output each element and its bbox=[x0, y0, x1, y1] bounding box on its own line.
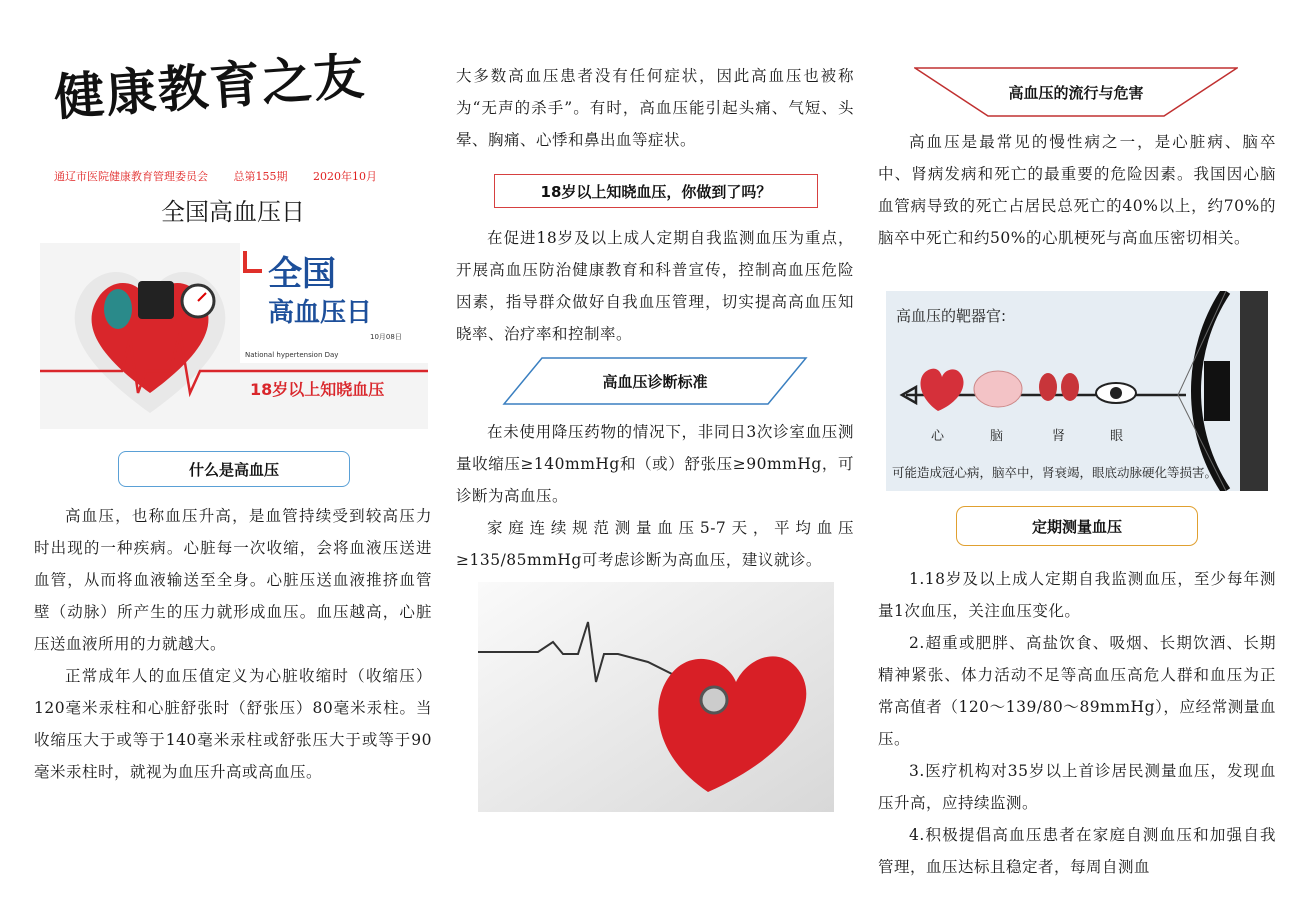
heart-ecg-photo bbox=[478, 582, 834, 812]
list-item: 3.医疗机构对35岁以上首诊居民测量血压，发现血压升高，应持续监测。 bbox=[878, 762, 1276, 812]
section-diagnosis-body bbox=[456, 416, 854, 576]
section-harm-body bbox=[878, 126, 1276, 254]
banner-line2: 高血压日 bbox=[268, 298, 373, 328]
section-measure-body bbox=[878, 563, 1276, 883]
paragraph: 家庭连续规范测量血压5-7天，平均血压≥135/85mmHg可考虑诊断为高血压，建议就诊。 bbox=[456, 519, 854, 569]
target-organs-image bbox=[886, 291, 1268, 491]
target-caption: 可能造成冠心病，脑卒中，肾衰竭，眼底动脉硬化等损害。 bbox=[892, 465, 1218, 480]
page-title: 全国高血压日 bbox=[161, 198, 305, 226]
list-item: 4.积极提倡高血压患者在家庭自测血压和加强自我管理，血压达标且稳定者，每周自测血 bbox=[878, 826, 1276, 876]
section-title-know: 18岁以上知晓血压，你做到了吗？ bbox=[494, 174, 818, 208]
section-what-body bbox=[34, 500, 432, 788]
section-title-what: 什么是高血压 bbox=[118, 451, 350, 487]
section-title-diagnosis: 高血压诊断标准 bbox=[602, 372, 708, 391]
masthead-title: 健康教育之友 bbox=[52, 46, 368, 127]
issue-line bbox=[54, 168, 434, 184]
organ-heart-label: 心 bbox=[931, 429, 945, 444]
organ-brain-label: 脑 bbox=[990, 429, 1004, 444]
paragraph: 大多数高血压患者没有任何症状，因此高血压也被称为“无声的杀手”。有时，高血压能引起头痛、气短、头晕、胸痛、心悸和鼻出血等症状。 bbox=[456, 67, 854, 149]
banner-slogan: 18岁以上知晓血压 bbox=[250, 380, 385, 399]
paragraph: 高血压，也称血压升高，是血管持续受到较高压力时出现的一种疾病。心脏每一次收缩，会将血液压送进血管，从而将血液输送至全身。心脏压送血液推挤血管壁（动脉）所产生的压力就形成血压。血压越高，心脏压送血液所用的力就越大。 bbox=[34, 507, 432, 653]
paragraph: 在促进18岁及以上成人定期自我监测血压为重点，开展高血压防治健康教育和科普宣传，控制高血压危险因素，指导群众做好自我血压管理，切实提高高血压知晓率、治疗率和控制率。 bbox=[456, 229, 854, 343]
list-item: 2.超重或肥胖、高盐饮食、吸烟、长期饮酒、长期精神紧张、体力活动不足等高血压高危人群和血压为正常高值者（120～139/80～89mmHg），应经常测量血压。 bbox=[878, 634, 1276, 748]
target-heading: 高血压的靶器官: bbox=[896, 307, 1007, 325]
list-item: 1.18岁及以上成人定期自我监测血压，至少每年测量1次血压，关注血压变化。 bbox=[878, 570, 1276, 620]
issue-number: 总第155期 bbox=[233, 170, 288, 183]
organ-kidney-label: 肾 bbox=[1052, 429, 1066, 444]
paragraph: 高血压是最常见的慢性病之一，是心脏病、脑卒中、肾病发病和死亡的最重要的危险因素。我国因心脑血管病导致的死亡占居民总死亡的40%以上，约70%的脑卒中死亡和约50%的心肌梗死与高血压密切相关。 bbox=[878, 133, 1276, 247]
banner-english: National hypertension Day bbox=[245, 351, 339, 359]
paragraph: 正常成年人的血压值定义为心脏收缩时（收缩压）120毫米汞柱和心脏舒张时（舒张压）80毫米汞柱。当收缩压大于或等于140毫米汞柱或舒张压大于或等于90毫米汞柱时，就视为血压升高或高血压。 bbox=[34, 667, 432, 781]
issue-org: 通辽市医院健康教育管理委员会 bbox=[54, 170, 208, 183]
banner-line1: 全国 bbox=[268, 254, 336, 294]
section-title-measure: 定期测量血压 bbox=[956, 506, 1198, 546]
section-title-harm-frame bbox=[914, 67, 1238, 117]
banner-date: 10月08日 bbox=[370, 333, 402, 341]
issue-date: 2020年10月 bbox=[313, 170, 377, 183]
hypertension-day-banner bbox=[40, 243, 428, 429]
organ-eye-label: 眼 bbox=[1110, 429, 1124, 444]
section-title-harm: 高血压的流行与危害 bbox=[1008, 83, 1144, 102]
section-title-diagnosis-frame bbox=[502, 357, 808, 405]
section-know-body bbox=[456, 222, 854, 350]
col2-intro bbox=[456, 60, 854, 156]
paragraph: 在未使用降压药物的情况下，非同日3次诊室血压测量收缩压≥140mmHg和（或）舒张压≥90mmHg，可诊断为高血压。 bbox=[456, 423, 854, 505]
